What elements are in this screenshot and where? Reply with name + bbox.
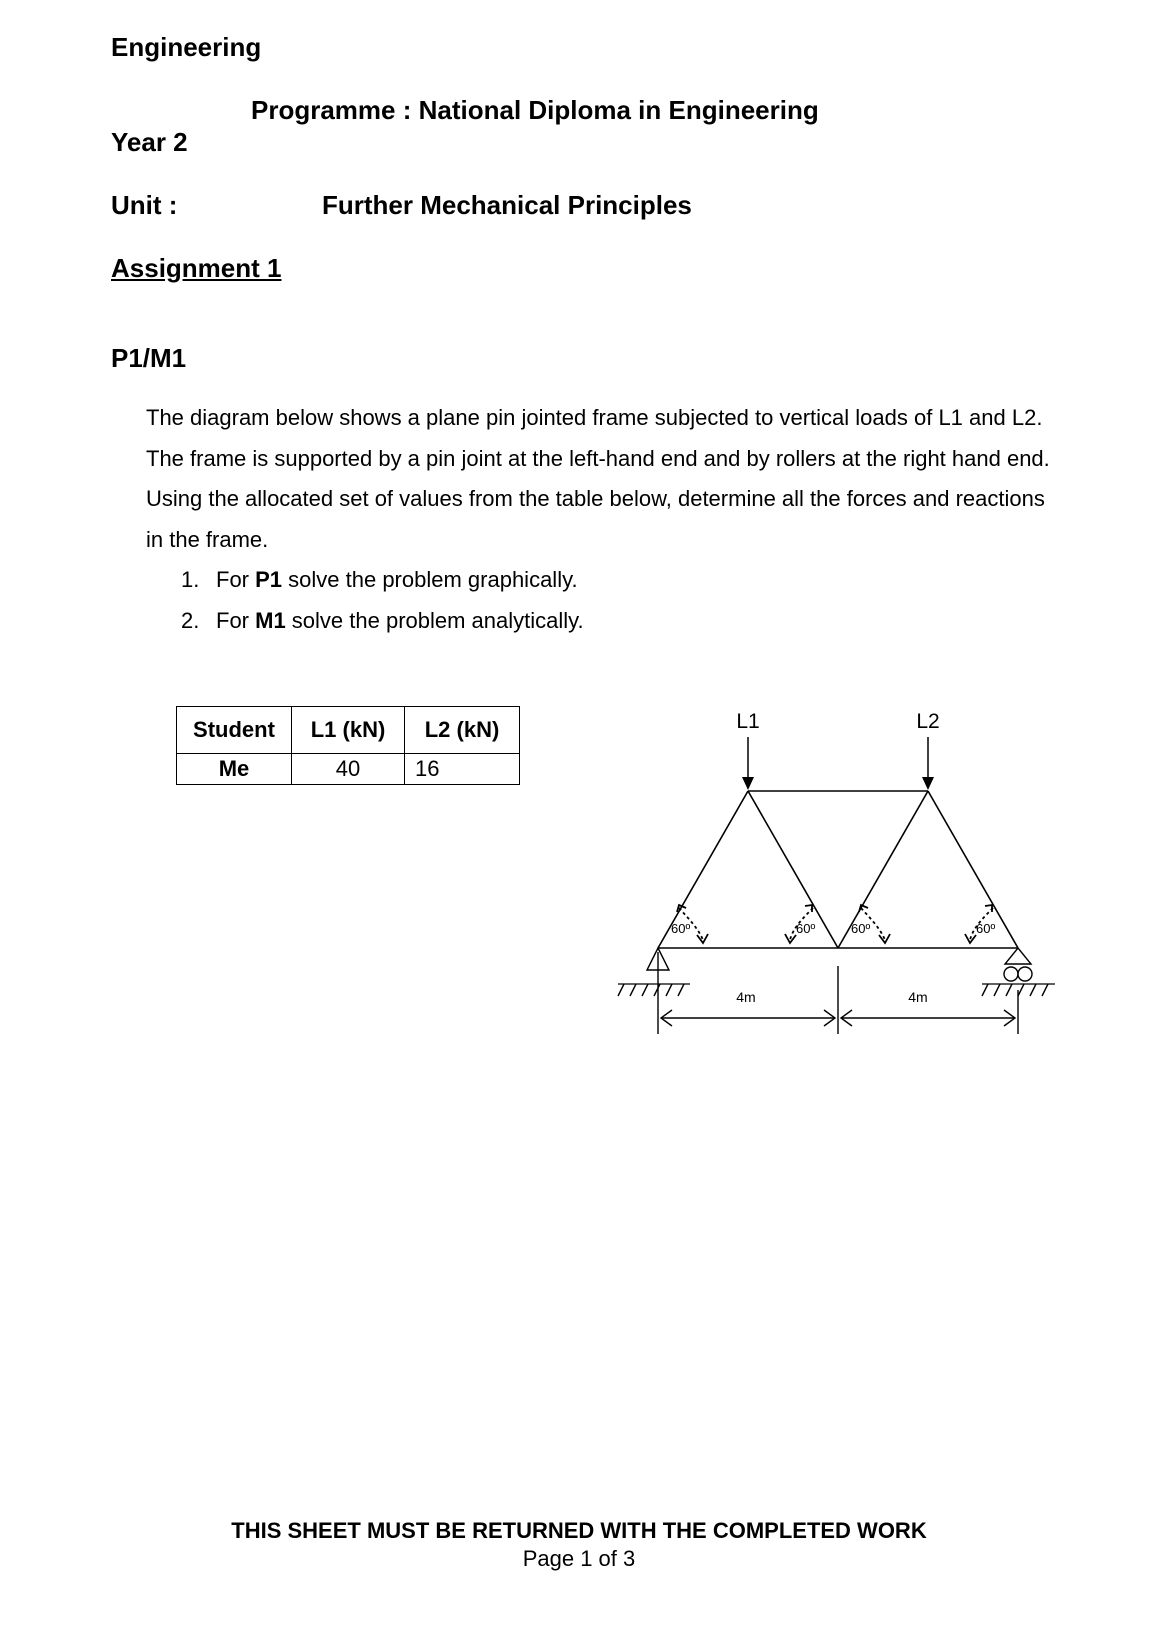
list-item [146, 601, 584, 642]
header-l2: L2 (kN) [405, 707, 520, 754]
task-text: For [216, 607, 256, 633]
angle-markers [677, 905, 996, 943]
load-arrow-l2 [922, 737, 934, 790]
header-student: Student [177, 707, 292, 754]
cell-l2: 16 [405, 754, 520, 785]
table-header-row [177, 707, 520, 754]
table-row [177, 754, 520, 785]
unit-name: Further Mechanical Principles [322, 190, 692, 220]
problem-paragraph: The diagram below shows a plane pin jointed frame subjected to vertical loads of L1 and L2. The frame is supported by a pin joint at the left-hand end and by rollers at the right hand end. Using the allocated set of values from the table below, determine all the forces and reactions in the frame. [146, 405, 1050, 552]
angle-label: 60º [671, 921, 691, 936]
task-criterion: P1 [255, 567, 283, 592]
angle-label: 60º [796, 921, 816, 936]
angle-label: 60º [851, 921, 871, 936]
list-item [146, 560, 584, 601]
assignment-title: Assignment 1 [111, 253, 282, 283]
dimension-lines [658, 952, 1018, 1034]
footer-notice: THIS SHEET MUST BE RETURNED WITH THE COMPLETED WORK [231, 1518, 927, 1543]
pin-support [618, 948, 690, 996]
department-heading: Engineering [111, 32, 262, 62]
task-text: solve the problem graphically. [282, 567, 578, 592]
list-number: 1. [181, 567, 200, 592]
cell-student: Me [177, 754, 292, 785]
span-label-left: 4m [736, 989, 756, 1005]
member-right-diagonal [928, 791, 1018, 948]
list-number: 2. [181, 607, 200, 633]
header-l1: L1 (kN) [292, 707, 405, 754]
year-heading: Year 2 [111, 127, 188, 157]
criteria-heading: P1/M1 [111, 343, 187, 373]
task-list [146, 560, 584, 641]
load-label-l2: L2 [916, 710, 940, 733]
truss-diagram [600, 700, 1060, 1040]
truss-members [658, 791, 1018, 948]
member-center-left-diagonal [748, 791, 838, 948]
unit-label: Unit : [111, 190, 178, 220]
programme-heading: Programme : National Diploma in Engineering [251, 95, 819, 125]
angle-label: 60º [976, 921, 996, 936]
task-criterion: M1 [255, 607, 286, 633]
load-label-l1: L1 [736, 710, 760, 733]
page-number: Page 1 of 3 [522, 1546, 636, 1571]
load-arrow-l1 [742, 737, 754, 790]
roller-support [982, 948, 1055, 996]
problem-description [146, 398, 1066, 560]
cell-l1: 40 [292, 754, 405, 785]
task-text: solve the problem analytically. [285, 607, 584, 633]
values-table [176, 706, 520, 785]
task-text: For [216, 567, 256, 592]
span-label-right: 4m [908, 989, 928, 1005]
